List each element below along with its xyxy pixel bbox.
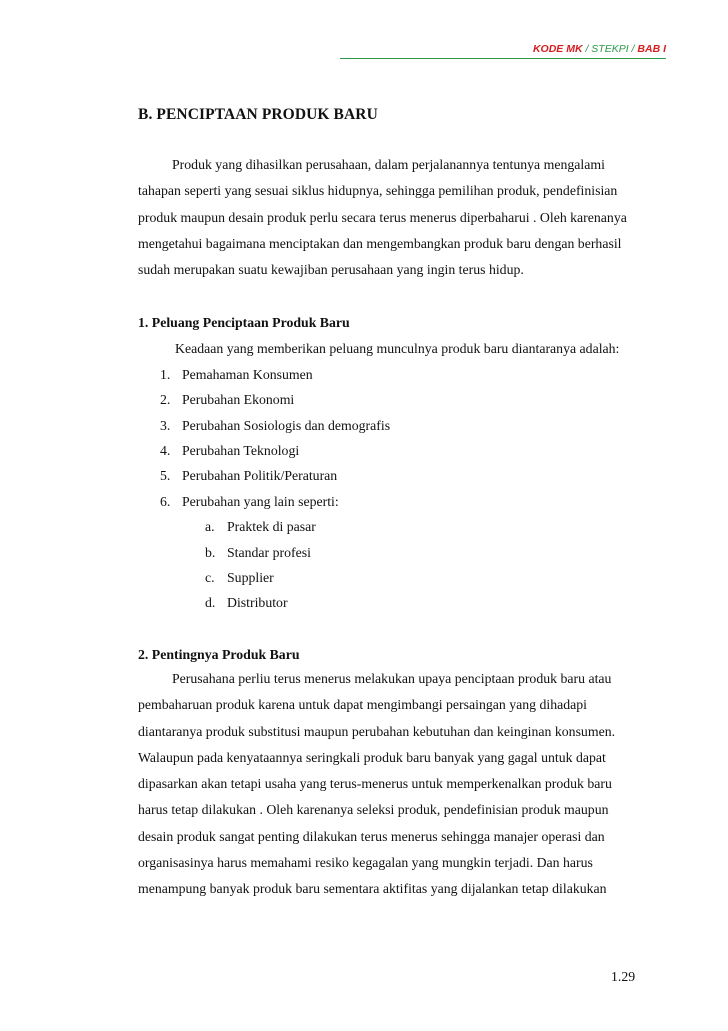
paragraph-line: sudah merupakan suatu kewajiban perusahaan yang ingin terus hidup. [138, 262, 524, 278]
list-item-text: Pemahaman Konsumen [182, 367, 313, 382]
list-item-number: 1. [160, 367, 171, 382]
sub-list-item [205, 595, 288, 611]
sub-list-item [205, 570, 274, 586]
intro-paragraph [138, 152, 678, 283]
list-item [160, 443, 299, 459]
sub-list-item [205, 519, 316, 535]
list-item-number: 2. [160, 392, 171, 407]
header-separator: / [582, 43, 592, 55]
sub-list-item-letter: a. [205, 519, 215, 534]
list-item-text: Perubahan Ekonomi [182, 392, 295, 407]
list-item-number: 4. [160, 443, 171, 458]
paragraph-line: dipasarkan akan tetapi usaha yang terus-menerus untuk memperkenalkan produk baru [138, 776, 612, 792]
list-item [160, 367, 313, 383]
list-item-number: 5. [160, 468, 171, 483]
list-item [160, 392, 294, 408]
list-item-text: Perubahan Politik/Peraturan [182, 468, 338, 483]
sub-list-item [205, 545, 311, 561]
list-item-text: Perubahan Teknologi [182, 443, 300, 458]
section2-heading: 2. Pentingnya Produk Baru [138, 647, 300, 662]
paragraph-line: harus tetap dilakukan . Oleh karenanya seleksi produk, pendefinisian produk maupun [138, 802, 609, 818]
paragraph-line: diantaranya produk substitusi maupun perubahan kebutuhan dan keinginan konsumen. [138, 723, 616, 739]
paragraph-line: menampung banyak produk baru sementara aktifitas yang dijalankan tetap dilakukan [138, 881, 607, 897]
sub-list-item-letter: d. [205, 595, 216, 610]
list-item-text: Perubahan Sosiologis dan demografis [182, 418, 391, 433]
sub-list-item-letter: b. [205, 545, 216, 560]
paragraph-line: desain produk sangat penting dilakukan terus menerus sehingga manajer operasi dan [138, 828, 605, 844]
running-header [340, 42, 666, 59]
section1-heading: 1. Peluang Penciptaan Produk Baru [138, 315, 350, 330]
paragraph-line: tahapan seperti yang sesuai siklus hidupnya, sehingga pemilihan produk, pendefinisian [138, 183, 618, 199]
sub-list-item-text: Distributor [227, 595, 288, 610]
paragraph-line: mengetahui bagaimana menciptakan dan mengembangkan produk baru dengan berhasil [138, 235, 622, 251]
sub-list-item-text: Supplier [227, 570, 274, 585]
paragraph-line: Perusahana perliu terus menerus melakukan upaya penciptaan produk baru atau [172, 671, 612, 686]
page-number: 1.29 [611, 969, 636, 984]
section1-intro: Keadaan yang memberikan peluang munculnya produk baru diantaranya adalah: [175, 341, 620, 356]
sub-list-item-text: Praktek di pasar [227, 519, 316, 534]
paragraph-line: pembaharuan produk karena untuk dapat mengimbangi persaingan yang dihadapi [138, 697, 588, 713]
paragraph-line: organisasinya harus memahami resiko kegagalan yang mungkin terjadi. Dan harus [138, 855, 593, 871]
list-item-number: 3. [160, 418, 171, 433]
list-item [160, 418, 390, 434]
header-chapter: BAB I [637, 43, 666, 55]
paragraph-line: Produk yang dihasilkan perusahaan, dalam perjalanannya tentunya mengalami [172, 157, 605, 172]
list-item-text: Perubahan yang lain seperti: [182, 494, 339, 509]
paragraph-line: Walaupun pada kenyataannya seringkali produk baru banyak yang gagal untuk dapat [138, 749, 606, 765]
list-item-number: 6. [160, 494, 171, 509]
header-course-code: KODE MK [532, 43, 583, 55]
header-institution: STEKPI / [591, 43, 638, 55]
list-item [160, 494, 339, 510]
list-item [160, 468, 337, 484]
sub-list-item-text: Standar profesi [227, 545, 311, 560]
section2-paragraph [138, 666, 678, 903]
section-title: B. PENCIPTAAN PRODUK BARU [138, 106, 378, 123]
sub-list-item-letter: c. [205, 570, 215, 585]
paragraph-line: produk maupun desain produk perlu secara terus menerus diperbaharui . Oleh karenanya [138, 209, 627, 225]
